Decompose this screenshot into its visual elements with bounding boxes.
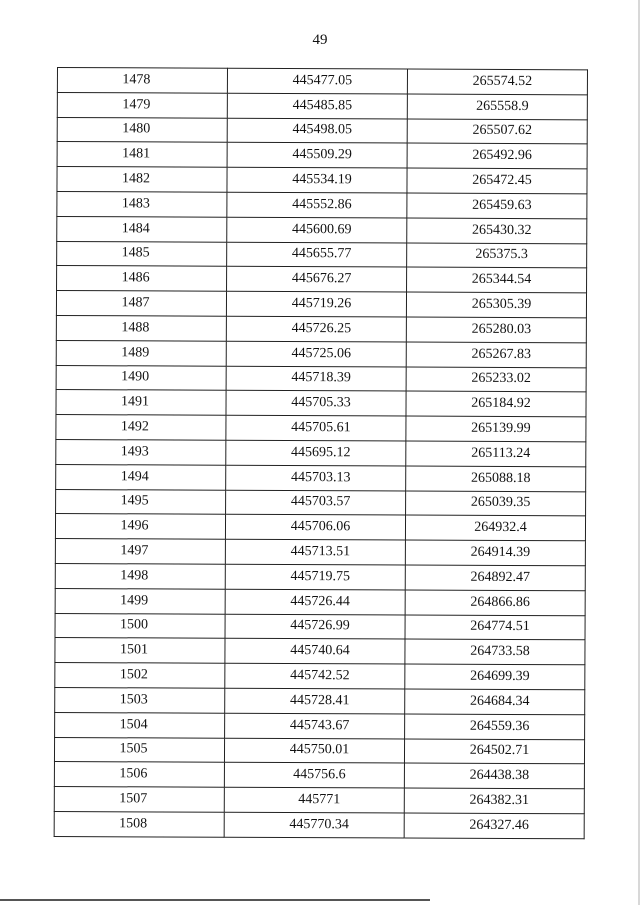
- y-coordinate-cell: 264892.47: [405, 565, 585, 591]
- point-number-cell: 1502: [55, 663, 225, 689]
- point-number-cell: 1506: [54, 762, 224, 788]
- y-coordinate-cell: 265558.9: [407, 94, 587, 120]
- point-number-cell: 1485: [57, 241, 227, 267]
- coordinates-table: [54, 67, 588, 839]
- table-row: [56, 489, 586, 516]
- table-row: [57, 167, 587, 194]
- scan-edge-bottom: [0, 899, 430, 901]
- point-number-cell: 1494: [56, 464, 226, 490]
- point-number-cell: 1496: [55, 514, 225, 540]
- table-row: [57, 266, 587, 293]
- table-row: [57, 117, 587, 144]
- table-row: [54, 762, 584, 789]
- y-coordinate-cell: 264327.46: [404, 813, 584, 839]
- y-coordinate-cell: 264866.86: [405, 590, 585, 616]
- table-row: [56, 390, 586, 417]
- x-coordinate-cell: 445706.06: [225, 515, 405, 541]
- table-row: [57, 216, 587, 243]
- table-row: [57, 191, 587, 218]
- point-number-cell: 1490: [56, 365, 226, 391]
- point-number-cell: 1497: [55, 539, 225, 565]
- y-coordinate-cell: 264382.31: [404, 788, 584, 814]
- y-coordinate-cell: 264559.36: [405, 714, 585, 740]
- point-number-cell: 1482: [57, 167, 227, 193]
- y-coordinate-cell: 264932.4: [405, 515, 585, 541]
- table-row: [55, 663, 585, 690]
- point-number-cell: 1492: [56, 415, 226, 441]
- point-number-cell: 1483: [57, 191, 227, 217]
- point-number-cell: 1489: [56, 340, 226, 366]
- y-coordinate-cell: 265267.83: [406, 342, 586, 368]
- y-coordinate-cell: 265375.3: [407, 243, 587, 269]
- point-number-cell: 1479: [57, 92, 227, 118]
- x-coordinate-cell: 445726.25: [226, 316, 406, 342]
- x-coordinate-cell: 445750.01: [224, 738, 404, 764]
- point-number-cell: 1481: [57, 142, 227, 168]
- x-coordinate-cell: 445726.44: [225, 589, 405, 615]
- y-coordinate-cell: 264914.39: [405, 540, 585, 566]
- x-coordinate-cell: 445718.39: [226, 366, 406, 392]
- x-coordinate-cell: 445485.85: [227, 93, 407, 119]
- y-coordinate-cell: 264438.38: [404, 763, 584, 789]
- y-coordinate-cell: 265507.62: [407, 119, 587, 145]
- x-coordinate-cell: 445771: [224, 787, 404, 813]
- y-coordinate-cell: 264684.34: [405, 689, 585, 715]
- y-coordinate-cell: 265088.18: [406, 466, 586, 492]
- x-coordinate-cell: 445676.27: [227, 267, 407, 293]
- table-row: [54, 787, 584, 814]
- table-row: [57, 68, 587, 95]
- x-coordinate-cell: 445719.75: [225, 564, 405, 590]
- table-row: [57, 142, 587, 169]
- table-row: [55, 638, 585, 665]
- point-number-cell: 1487: [56, 291, 226, 317]
- x-coordinate-cell: 445770.34: [224, 812, 404, 838]
- point-number-cell: 1508: [54, 811, 224, 837]
- y-coordinate-cell: 265492.96: [407, 143, 587, 169]
- point-number-cell: 1500: [55, 613, 225, 639]
- x-coordinate-cell: 445703.13: [226, 465, 406, 491]
- point-number-cell: 1503: [55, 687, 225, 713]
- table-row: [55, 514, 585, 541]
- point-number-cell: 1501: [55, 638, 225, 664]
- y-coordinate-cell: 264774.51: [405, 615, 585, 641]
- table-row: [55, 687, 585, 714]
- y-coordinate-cell: 265574.52: [407, 69, 587, 95]
- x-coordinate-cell: 445703.57: [226, 490, 406, 516]
- y-coordinate-cell: 265344.54: [407, 267, 587, 293]
- table-row: [54, 737, 584, 764]
- table-row: [57, 241, 587, 268]
- point-number-cell: 1484: [57, 216, 227, 242]
- x-coordinate-cell: 445705.33: [226, 391, 406, 417]
- point-number-cell: 1493: [56, 439, 226, 465]
- table-row: [55, 563, 585, 590]
- point-number-cell: 1486: [57, 266, 227, 292]
- page-number: 49: [312, 32, 328, 48]
- y-coordinate-cell: 265280.03: [406, 317, 586, 343]
- point-number-cell: 1499: [55, 588, 225, 614]
- y-coordinate-cell: 265184.92: [406, 391, 586, 417]
- point-number-cell: 1498: [55, 563, 225, 589]
- table-row: [55, 539, 585, 566]
- table-row: [56, 315, 586, 342]
- table-row: [56, 365, 586, 392]
- table-row: [54, 811, 584, 838]
- y-coordinate-cell: 265039.35: [406, 491, 586, 517]
- x-coordinate-cell: 445477.05: [227, 68, 407, 94]
- y-coordinate-cell: 265430.32: [407, 218, 587, 244]
- table-row: [55, 588, 585, 615]
- x-coordinate-cell: 445726.99: [225, 614, 405, 640]
- table-row: [57, 92, 587, 119]
- y-coordinate-cell: 264699.39: [405, 664, 585, 690]
- coordinates-table-body: [54, 68, 587, 839]
- x-coordinate-cell: 445756.6: [224, 763, 404, 789]
- table-row: [56, 340, 586, 367]
- point-number-cell: 1505: [54, 737, 224, 763]
- x-coordinate-cell: 445600.69: [227, 217, 407, 243]
- x-coordinate-cell: 445743.67: [225, 713, 405, 739]
- x-coordinate-cell: 445713.51: [225, 539, 405, 565]
- y-coordinate-cell: 265305.39: [406, 292, 586, 318]
- y-coordinate-cell: 265459.63: [407, 193, 587, 219]
- x-coordinate-cell: 445509.29: [227, 143, 407, 169]
- point-number-cell: 1491: [56, 390, 226, 416]
- x-coordinate-cell: 445552.86: [227, 192, 407, 218]
- y-coordinate-cell: 265472.45: [407, 168, 587, 194]
- y-coordinate-cell: 264502.71: [404, 739, 584, 765]
- x-coordinate-cell: 445534.19: [227, 167, 407, 193]
- x-coordinate-cell: 445725.06: [226, 341, 406, 367]
- y-coordinate-cell: 265233.02: [406, 367, 586, 393]
- x-coordinate-cell: 445728.41: [225, 688, 405, 714]
- table-row: [56, 291, 586, 318]
- x-coordinate-cell: 445742.52: [225, 663, 405, 689]
- x-coordinate-cell: 445740.64: [225, 639, 405, 665]
- y-coordinate-cell: 264733.58: [405, 639, 585, 665]
- point-number-cell: 1507: [54, 787, 224, 813]
- table-row: [56, 464, 586, 491]
- y-coordinate-cell: 265113.24: [406, 441, 586, 467]
- x-coordinate-cell: 445705.61: [226, 415, 406, 441]
- point-number-cell: 1488: [56, 315, 226, 341]
- x-coordinate-cell: 445719.26: [226, 291, 406, 317]
- x-coordinate-cell: 445498.05: [227, 118, 407, 144]
- table-row: [55, 613, 585, 640]
- x-coordinate-cell: 445695.12: [226, 440, 406, 466]
- table-row: [56, 415, 586, 442]
- table-row: [55, 712, 585, 739]
- y-coordinate-cell: 265139.99: [406, 416, 586, 442]
- table-row: [56, 439, 586, 466]
- point-number-cell: 1504: [55, 712, 225, 738]
- point-number-cell: 1480: [57, 117, 227, 143]
- x-coordinate-cell: 445655.77: [227, 242, 407, 268]
- point-number-cell: 1495: [56, 489, 226, 515]
- point-number-cell: 1478: [57, 68, 227, 94]
